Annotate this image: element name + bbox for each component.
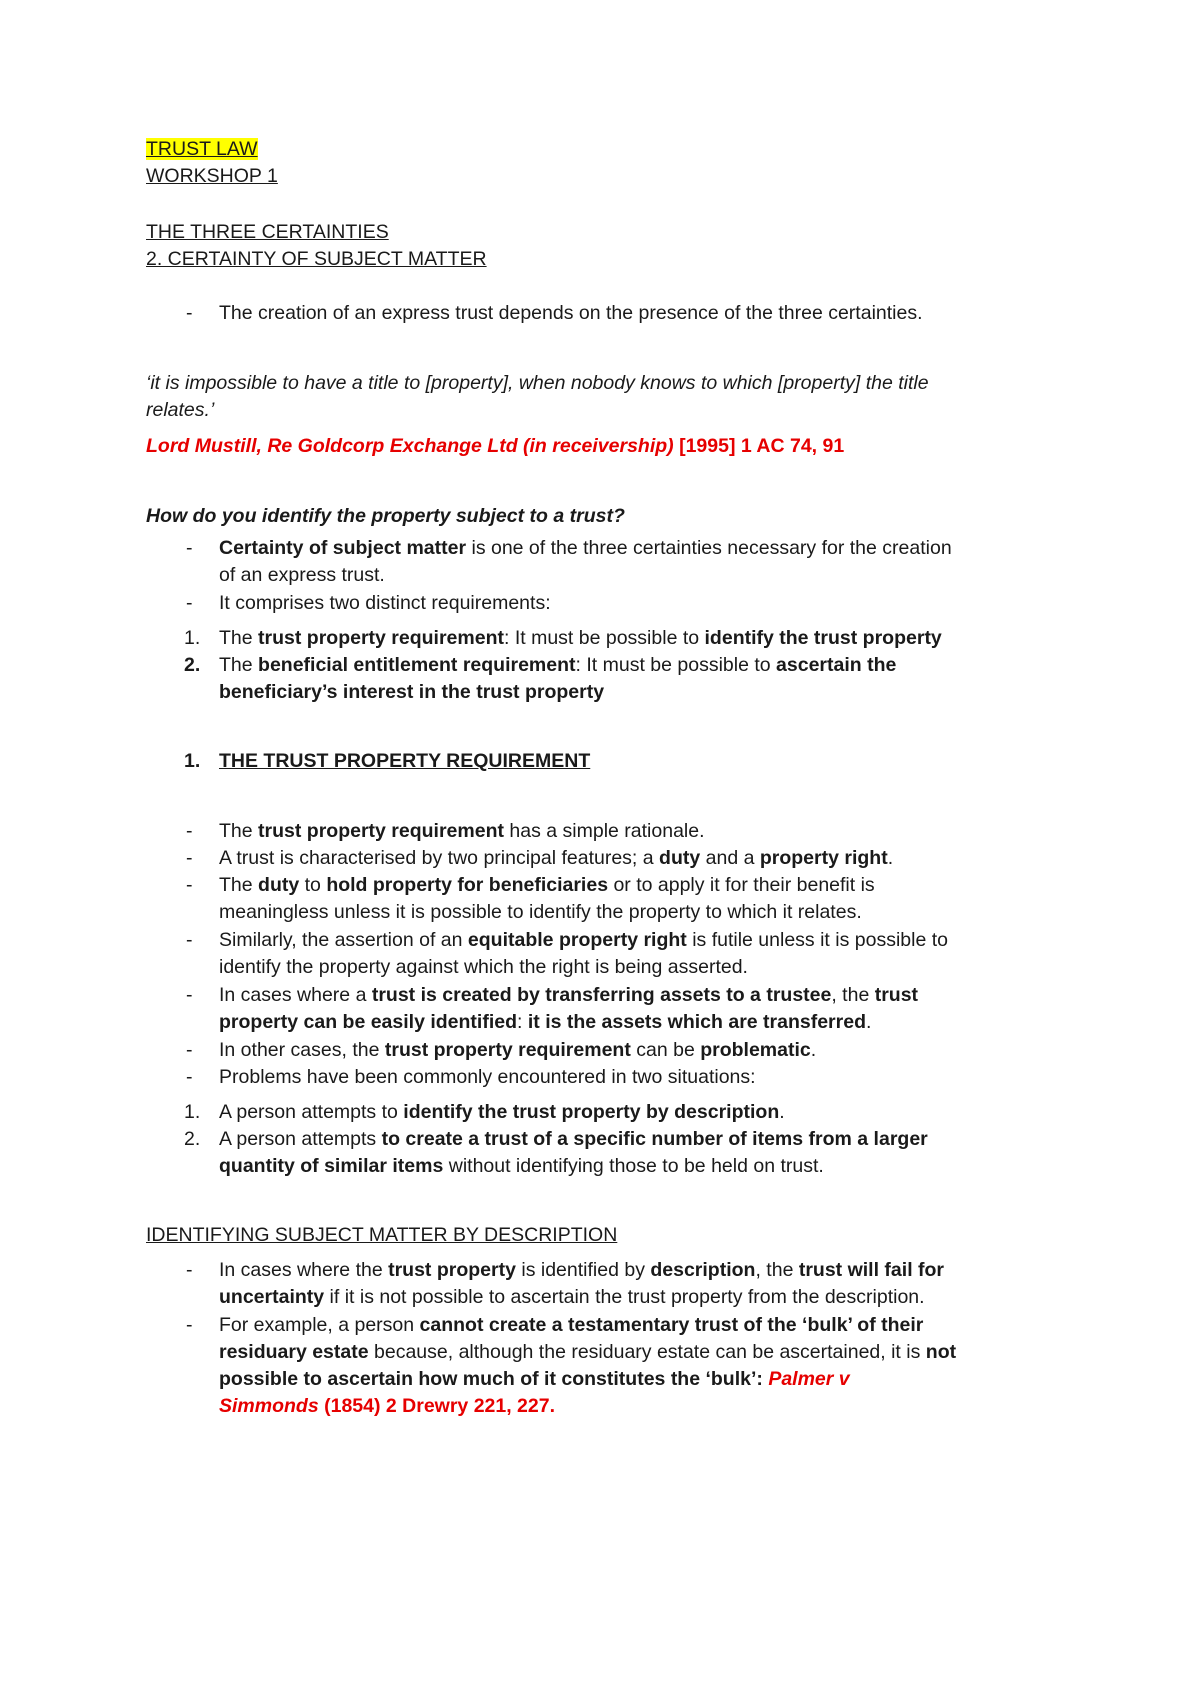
numbered-item-continuation: quantity of similar items without identifying those to be held on trust. (219, 1155, 824, 1177)
bullet-dash: - (186, 820, 193, 842)
bullet-dash: - (186, 1259, 193, 1281)
quote-line: ‘it is impossible to have a title to [property], when nobody knows to which [property] the title (146, 372, 929, 394)
bullet-dash: - (186, 1066, 193, 1088)
list-item: Similarly, the assertion of an equitable property right is futile unless it is possible to (219, 929, 948, 951)
bullet-dash: - (186, 1314, 193, 1336)
title-text: TRUST LAW (146, 138, 258, 160)
bullet-dash: - (186, 984, 193, 1006)
bullet-dash: - (186, 1039, 193, 1061)
section-heading: THE THREE CERTAINTIES (146, 221, 389, 243)
list-item: In cases where a trust is created by transferring assets to a trustee, the trust (219, 984, 919, 1006)
bullet-dash: - (186, 874, 193, 896)
list-item-continuation: of an express trust. (219, 564, 385, 586)
workshop-label: WORKSHOP 1 (146, 165, 278, 187)
numbered-item: The beneficial entitlement requirement: It must be possible to ascertain the (219, 654, 897, 676)
section-heading-tpr: THE TRUST PROPERTY REQUIREMENT (219, 750, 591, 772)
list-item: The trust property requirement has a simple rationale. (219, 820, 705, 842)
case-report: (1854) 2 Drewry 221, 227. (318, 1395, 556, 1417)
question-heading: How do you identify the property subject to a trust? (146, 505, 625, 527)
title (146, 136, 258, 162)
bullet-dash: - (186, 537, 193, 559)
quote-citation (146, 433, 844, 459)
list-item-continuation (219, 1393, 555, 1419)
bullet-dash: - (186, 302, 193, 324)
subsection-heading: 2. CERTAINTY OF SUBJECT MATTER (146, 248, 487, 270)
case-name: Simmonds (219, 1395, 319, 1417)
list-number: 1. (184, 750, 201, 772)
case-name: Palmer v (768, 1368, 850, 1390)
list-item: Certainty of subject matter is one of the three certainties necessary for the creation (219, 537, 952, 559)
bullet-dash: - (186, 929, 193, 951)
list-item-continuation: identify the property against which the right is being asserted. (219, 956, 748, 978)
list-item: The duty to hold property for beneficiaries or to apply it for their benefit is (219, 874, 875, 896)
numbered-item: A person attempts to identify the trust property by description. (219, 1101, 785, 1123)
list-item-continuation: uncertainty if it is not possible to ascertain the trust property from the description. (219, 1286, 925, 1308)
bullet-dash: - (186, 847, 193, 869)
numbered-item: A person attempts to create a trust of a specific number of items from a larger (219, 1128, 928, 1150)
list-item: Problems have been commonly encountered in two situations: (219, 1066, 756, 1088)
list-item-continuation: meaningless unless it is possible to identify the property to which it relates. (219, 901, 862, 923)
list-number: 2. (184, 654, 201, 676)
quote-line: relates.’ (146, 399, 215, 421)
bullet-dash: - (186, 592, 193, 614)
section-heading-description: IDENTIFYING SUBJECT MATTER BY DESCRIPTION (146, 1224, 618, 1246)
list-item: In other cases, the trust property requirement can be problematic. (219, 1039, 817, 1061)
list-number: 1. (184, 627, 201, 649)
list-item: In cases where the trust property is identified by description, the trust will fail for (219, 1259, 945, 1281)
list-item-continuation: residuary estate because, although the residuary estate can be ascertained, it is not (219, 1341, 957, 1363)
citation-case: Lord Mustill, Re Goldcorp Exchange Ltd (in receivership) (146, 435, 674, 457)
numbered-item: The trust property requirement: It must be possible to identify the trust property (219, 627, 942, 649)
list-number: 2. (184, 1128, 201, 1150)
list-item-continuation: property can be easily identified: it is the assets which are transferred. (219, 1011, 872, 1033)
citation-report: [1995] 1 AC 74, 91 (673, 435, 845, 457)
list-number: 1. (184, 1101, 201, 1123)
list-item: It comprises two distinct requirements: (219, 592, 551, 614)
numbered-item-continuation: beneficiary’s interest in the trust property (219, 681, 605, 703)
intro-bullet: The creation of an express trust depends on the presence of the three certainties. (219, 302, 923, 324)
list-item-continuation: possible to ascertain how much of it constitutes the ‘bulk’: Palmer v (219, 1368, 850, 1390)
list-item: A trust is characterised by two principal features; a duty and a property right. (219, 847, 894, 869)
list-item: For example, a person cannot create a testamentary trust of the ‘bulk’ of their (219, 1314, 924, 1336)
